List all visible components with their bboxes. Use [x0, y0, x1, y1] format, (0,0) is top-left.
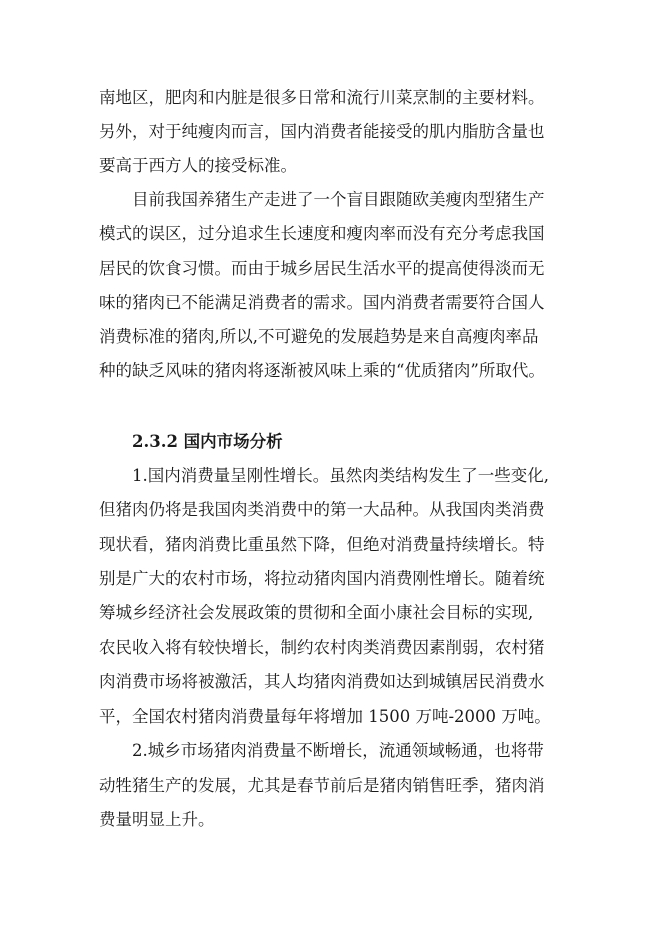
paragraph-1-line-3: 要高于西方人的接受标准。	[99, 156, 297, 175]
paragraph-3-line-8: 平，全国农村猪肉消费量每年将增加 1500 万吨-2000 万吨。	[99, 707, 551, 726]
paragraph-3-line-1: 1.国内消费量呈刚性增长。虽然肉类结构发生了一些变化,	[132, 466, 549, 485]
paragraph-3-line-2: 但猪肉仍将是我国肉类消费中的第一大品种。从我国肉类消费	[99, 500, 545, 519]
paragraph-4-line-3: 费量明显上升。	[99, 810, 215, 829]
paragraph-3-line-5: 筹城乡经济社会发展政策的贯彻和全面小康社会目标的实现,	[99, 603, 534, 622]
paragraph-2-line-1: 目前我国养猪生产走进了一个盲目跟随欧美瘦肉型猪生产	[132, 190, 545, 209]
paragraph-3-line-4: 别是广大的农村市场，将拉动猪肉国内消费刚性增长。随着统	[99, 569, 545, 588]
paragraph-2-line-6: 种的缺乏风味的猪肉将逐渐被风味上乘的“优质猪肉”所取代。	[99, 361, 545, 380]
paragraph-4-line-2: 动牲猪生产的发展，尤其是春节前后是猪肉销售旺季，猪肉消	[99, 776, 545, 795]
paragraph-3-line-3: 现状看，猪肉消费比重虽然下降，但绝对消费量持续增长。特	[99, 535, 545, 554]
paragraph-2-line-4: 味的猪肉已不能满足消费者的需求。国内消费者需要符合国人	[99, 293, 545, 312]
paragraph-2-line-3: 居民的饮食习惯。而由于城乡居民生活水平的提高使得淡而无	[99, 259, 545, 278]
paragraph-3-line-7: 肉消费市场将被激活，其人均猪肉消费如达到城镇居民消费水	[99, 672, 545, 691]
paragraph-2-line-2: 模式的误区，过分追求生长速度和瘦肉率而没有充分考虑我国	[99, 224, 545, 243]
paragraph-1-line-1: 南地区，肥肉和内脏是很多日常和流行川菜烹制的主要材料。	[99, 88, 545, 107]
paragraph-2-line-5: 消费标准的猪肉,所以,不可避免的发展趋势是来自高瘦肉率品	[99, 327, 539, 346]
section-heading: 2.3.2 国内市场分析	[132, 432, 283, 451]
paragraph-3-line-6: 农民收入将有较快增长，制约农村肉类消费因素削弱，农村猪	[99, 638, 545, 657]
paragraph-1-line-2: 另外，对于纯瘦肉而言，国内消费者能接受的肌内脂肪含量也	[99, 122, 545, 141]
paragraph-4-line-1: 2.城乡市场猪肉消费量不断增长，流通领域畅通，也将带	[132, 741, 544, 760]
